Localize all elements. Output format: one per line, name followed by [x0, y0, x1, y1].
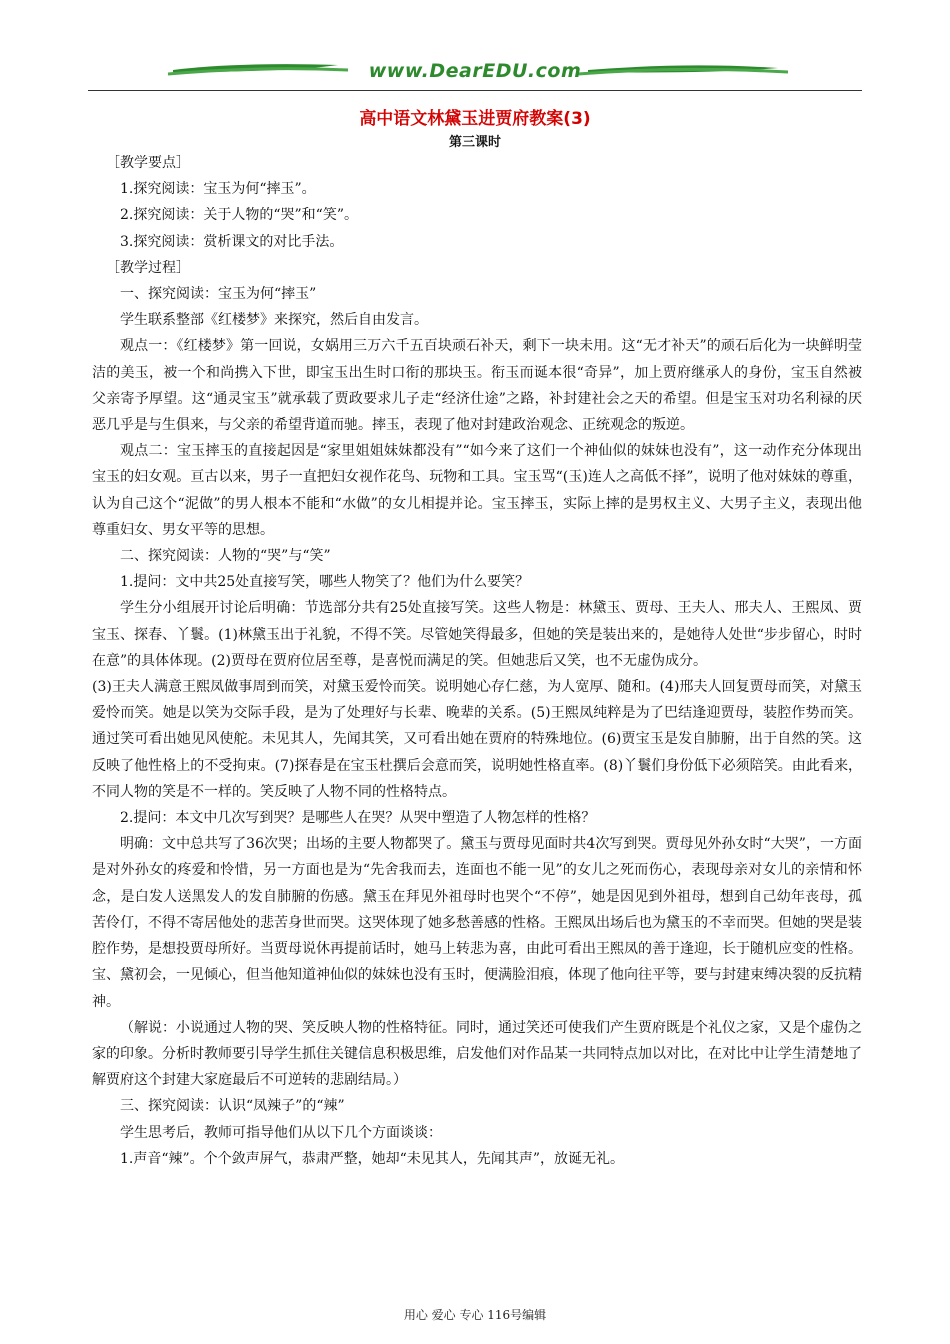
paragraph: 三、探究阅读：认识“凤辣子”的“辣” — [120, 1098, 345, 1115]
site-name: www.DearEDU.com — [368, 60, 582, 82]
paragraph: ［教学要点］ — [106, 155, 190, 171]
paragraph: 1.提问：文中共25处直接写笑，哪些人物笑了？他们为什么要笑？ — [120, 574, 530, 591]
paragraph: 学生分小组展开讨论后明确：节选部分共有25处直接写笑。这些人物是：林黛玉、贾母、王夫人、邢夫人、王熙凤、贾宝玉、探春、丫鬟。(1)林黛玉出于礼貌，不得不笑。尽管她笑得最多，但她的笑是装出来的，是她待人处世“步步留心，时时在意”的具体体现。(2)贾母在贾府位居至尊，是喜悦而满足的笑。但她悲后又笑，也不无虚伪成分。 — [92, 600, 862, 669]
site-header — [88, 52, 862, 98]
paragraph: 学生联系整部《红楼梦》来探究，然后自由发言。 — [120, 312, 428, 329]
paragraph: ［教学过程］ — [106, 259, 190, 276]
paragraph: 1.声音“辣”。个个敛声屏气，恭肃严整，她却“未见其人，先闻其声”，放诞无礼。 — [120, 1150, 624, 1167]
page-footer: 用心 爱心 专心 116号编辑 — [403, 1308, 547, 1322]
paragraph: 明确：文中总共写了36次哭；出场的主要人物都哭了。黛玉与贾母见面时共4次写到哭。贾母见外孙女时“大哭”，一方面是对外孙女的疼爱和怜惜，另一方面也是为“先舍我而去，连面也不能一见”的女儿之死而伤心，表现母亲对女儿的亲情和怀念，是白发人送黑发人的发自肺腑的伤感。黛玉在拜见外祖母时也哭个“不停”，她是因见到外祖母，想到自己幼年丧母，孤苦伶仃，不得不寄居他处的悲苦身世而哭。这哭体现了她多愁善感的性格。王熙凤出场后也为黛玉的不幸而哭。但她的哭是装腔作势，是想投贾母所好。当贾母说休再提前话时，她马上转悲为喜，由此可看出王熙凤的善于逢迎，长于随机应变的性格。宝、黛初会，一见倾心，但当他知道神仙似的妹妹也没有玉时，便满脸泪痕，体现了他向往平等，要与封建束缚决裂的反抗精神。 — [92, 836, 862, 1010]
paragraph: 2.提问：本文中几次写到哭？是哪些人在哭？从哭中塑造了人物怎样的性格？ — [120, 810, 596, 827]
paragraph: (3)王夫人满意王熙凤做事周到而笑，对黛玉爱怜而笑。说明她心存仁慈，为人宽厚、随和。(4)邢夫人回复贾母而笑，对黛玉爱怜而笑。她是以笑为交际手段，是为了处理好与长辈、晚辈的关系。(5)王熙凤纯粹是为了巴结逢迎贾母，装腔作势而笑。通过笑可看出她见风使舵。未见其人，先闻其笑，又可看出她在贾府的特殊地位。(6)贾宝玉是发自肺腑，出于自然的笑。这反映了他性格上的不受拘束。(7)探春是在宝玉杜撰后会意而笑，说明她性格直率。(8)丫鬟们身份低下必须陪笑。由此看来，不同人物的笑是不一样的。笑反映了人物不同的性格特点。 — [92, 679, 862, 800]
paragraph: （解说：小说通过人物的哭、笑反映人物的性格特征。同时，通过笑还可使我们产生贾府既是个礼仪之家，又是个虚伪之家的印象。分析时教师要引导学生抓住关键信息积极思维，启发他们对作品某一共同特点加以对比，在对比中让学生清楚地了解贾府这个封建大家庭最后不可逆转的悲剧结局。） — [92, 1019, 862, 1089]
paragraph: 一、探究阅读：宝玉为何“摔玉” — [120, 286, 317, 303]
header-rule — [88, 90, 862, 91]
document-subtitle: 第三课时 — [448, 135, 501, 150]
document-title: 高中语文林黛玉进贾府教案(3) — [359, 109, 591, 129]
paragraph: 观点二：宝玉摔玉的直接起因是“家里姐姐妹妹都没有”“如今来了这们一个神仙似的妹妹也没有”，这一动作充分体现出宝玉的妇女观。亘古以来，男子一直把妇女视作花鸟、玩物和工具。宝玉骂“(玉)连人之高低不择”，说明了他对妹妹的尊重，认为自己这个“泥做”的男人根本不能和“水做”的女儿相提并论。宝玉摔玉，实际上摔的是男权主义、大男子主义，表现出他尊重妇女、男女平等的思想。 — [92, 443, 862, 538]
paragraph: 2.探究阅读：关于人物的“哭”和“笑”。 — [120, 207, 358, 224]
paragraph: 观点一：《红楼梦》第一回说，女娲用三万六千五百块顽石补天，剩下一块未用。这“无才补天”的顽石后化为一块鲜明莹洁的美玉，被一个和尚携入下世，即宝玉出生时口衔的那块玉。衔玉而诞本很“奇异”，加上贾府继承人的身份，宝玉自然被父亲寄予厚望。这“通灵宝玉”就承载了贾政要求儿子走“经济仕途”之路，补封建社会之天的希望。但是宝玉对功名利禄的厌恶几乎是与生俱来，与父亲的希望背道而驰。摔玉，表现了他对封建政治观念、正统观念的叛逆。 — [92, 338, 862, 434]
document-body — [92, 150, 862, 1172]
paragraph: 3.探究阅读：赏析课文的对比手法。 — [120, 233, 344, 250]
paragraph: 学生思考后，教师可指导他们从以下几个方面谈谈： — [120, 1124, 442, 1141]
paragraph: 1.探究阅读：宝玉为何“摔玉”。 — [120, 181, 316, 198]
paragraph: 二、探究阅读：人物的“哭”与“笑” — [120, 548, 331, 565]
